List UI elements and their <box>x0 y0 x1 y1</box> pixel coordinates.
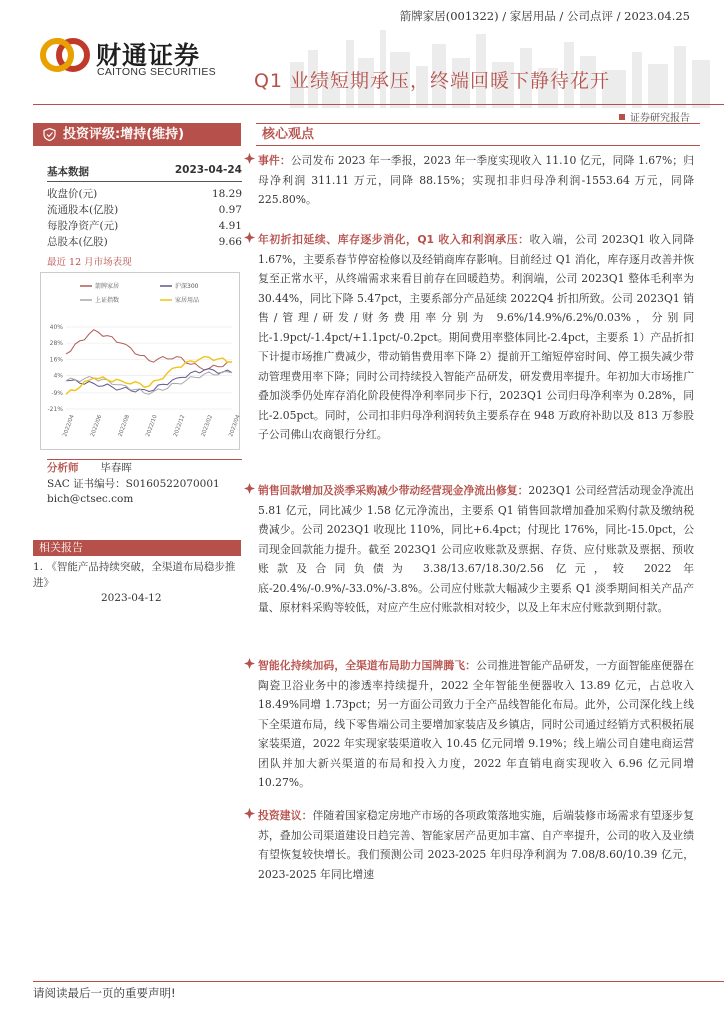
rating-label: 投资评级:增持(维持) <box>63 127 185 142</box>
report-header <box>0 0 724 124</box>
row-value: 9.66 <box>218 236 242 248</box>
row-value: 0.97 <box>218 204 242 216</box>
y-tick-label: 40% <box>49 324 63 331</box>
related-report-title: 1. 《智能产品持续突破，全渠道布局稳步推进》 <box>33 561 236 589</box>
report-headline: Q1 业绩短期承压，终端回暖下静待花开 <box>253 70 611 92</box>
legend-label: 箭牌家居 <box>95 283 120 290</box>
row-label: 每股净资产(元) <box>47 220 119 232</box>
brand-name-en: CAITONG SECURITIES <box>97 66 216 78</box>
skyline-watermark <box>280 22 724 108</box>
x-tick-label: 2022/10 <box>145 414 159 438</box>
analyst-email[interactable]: bich@ctsec.com <box>47 493 134 505</box>
list-item[interactable] <box>33 560 243 607</box>
report-type-label: 证券研究报告 <box>630 113 690 124</box>
sac-number: S0160522070001 <box>125 477 220 490</box>
x-tick-label: 2022/04 <box>62 414 76 438</box>
paragraph-investment-advice <box>258 806 694 884</box>
diamond-bullet-icon <box>244 483 255 494</box>
paragraph-event <box>258 151 694 210</box>
row-value: 18.29 <box>211 188 242 200</box>
investment-rating <box>33 123 241 146</box>
table-row <box>47 234 242 250</box>
y-tick-label: -21% <box>47 406 63 413</box>
paragraph-keyword: 投资建议： <box>258 809 313 822</box>
table-row <box>47 218 242 234</box>
paragraph-text: 收入端，公司 2023Q1 收入同降 1.67%，主要系春节停窑检修以及经销商库存影响。目前经过 Q1 消化，库存逐月改善并恢复至正常水平，从终端需求来看目前存在回暖趋势。利润端，公司 2023Q1 整体毛利率为 30.44%，同比下降 5.47pct，主要系部分产品延续 2022Q4 折扣所致。公司 2023Q1 销售/管理/研发/财务费用率分别为 9.6%/14.9%/6.2%/0.03%，分别同比-1.9pct/-1.4pct/+1.1pct/-0.2pct。期间费用率整体同比-2.4pct，主要系 1）产品折扣下计提市场推广费减少，带动销售费用率下降 2）提前开工缩短停窑时间、停工损失减少带动管理费用率下降；同时公司持续投入智能产品研发，研发费用率提升。年初加大市场推广叠加淡季仍处库存消化阶段使得净利率同步下行，2023Q1 公司归母净利率为 0.28%，同比-2.05pct。同时，公司扣非归母净利润转负主要系存在 948 万政府补助以及 813 万参股子公司佛山农商银行分红。 <box>258 233 694 441</box>
diamond-bullet-icon <box>244 232 255 243</box>
table-row <box>47 202 242 218</box>
sac-row <box>47 477 242 493</box>
analyst-label: 分析师 <box>47 462 79 474</box>
paragraph-revenue-profit <box>258 230 694 445</box>
core-views-title: 核心观点 <box>256 123 700 146</box>
table-row <box>47 186 242 202</box>
legend-label: 上证指数 <box>95 297 120 304</box>
basic-data-header <box>47 164 242 182</box>
x-tick-label: 2022/12 <box>172 414 187 438</box>
analyst-row <box>47 461 242 477</box>
disclaimer-notice[interactable]: 请阅读最后一页的重要声明! <box>33 986 176 1000</box>
sac-label: SAC 证书编号： <box>47 477 126 490</box>
paragraph-keyword: 智能化持续加码，全渠道布局助力国牌腾飞： <box>258 659 477 672</box>
x-tick-label: 2022/08 <box>117 414 132 438</box>
diamond-bullet-icon <box>244 153 255 164</box>
y-tick-label: 4% <box>53 372 63 380</box>
paragraph-smart-channels <box>258 656 694 793</box>
brand-name-cn: 财通证券 <box>96 41 201 70</box>
basic-data-table <box>47 164 242 250</box>
paragraph-keyword: 事件： <box>258 154 291 167</box>
legend-label: 沪深300 <box>175 283 199 290</box>
row-label: 流通股本(亿股) <box>47 204 119 216</box>
y-tick-label: -9% <box>51 389 63 397</box>
paragraph-text: 公司发布 2023 年一季报，2023 年一季度实现收入 11.10 亿元，同降 1.67%；归母净利润 311.11 万元，同降 88.15%；实现扣非归母净利润-1553.64 万元，同降 225.80%。 <box>258 154 694 206</box>
x-tick-label: 2023/02 <box>200 414 215 438</box>
chart-title: 最近 12 月市场表现 <box>47 257 132 268</box>
paragraph-text: 2023Q1 公司经营活动现金净流出 5.81 亿元，同比减少 1.58 亿元净流出，主要系 Q1 销售回款增加叠加采购付款及缴纳税费减少。公司 2023Q1 收现比 110%，同比+6.4pct；付现比 176%，同比-15.0pct，公司现金回款能力提升。截至 2023Q1 公司应收账款及票据、存货、应付账款及票据、预收账款及合同负债为 3.38/13.67/18.30/2.56 亿元，较 2022 年底-20.4%/-0.9%/-33.0%/-3.8%。公司应付账款大幅减少主要系 Q1 淡季期间相关产品产量、原材料采购等较低，对应产生应付账款相对较少，以及上年末应付账款到期付款。 <box>258 484 694 614</box>
x-tick-label: 2022/06 <box>89 414 104 438</box>
paragraph-keyword: 销售回款增加及淡季采购减少带动经营现金净流出修复： <box>258 484 529 497</box>
header-divider <box>33 104 724 105</box>
breadcrumb: 箭牌家居(001322) / 家居用品 / 公司点评 / 2023.04.25 <box>399 9 690 23</box>
market-performance-chart <box>40 272 240 450</box>
paragraph-cashflow <box>258 481 694 618</box>
row-label: 总股本(亿股) <box>47 236 108 248</box>
y-tick-label: 16% <box>49 356 63 364</box>
square-bullet-icon <box>619 114 625 120</box>
paragraph-keyword: 年初折扣延续、库存逐步消化，Q1 收入和利润承压： <box>258 233 530 246</box>
related-reports-list <box>33 560 243 607</box>
row-label: 收盘价(元) <box>47 188 98 200</box>
analyst-info <box>47 459 242 508</box>
paragraph-text: 公司推进智能产品研发，一方面智能座便器在陶瓷卫浴业务中的渗透率持续提升，2022 全年智能坐便器收入 13.89 亿元，占总收入 18.49%同增 1.73pct；另一方面公司致力于全产品线智能化布局。此外，公司深化线上线下全渠道布局，线下零售端公司主要增加家装店及乡镇店，同时公司通过经销方式积极拓展家装渠道，2022 年实现家装渠道收入 10.45 亿元同增 9.19%；线上端公司自建电商运营团队并加大新兴渠道的布局和投入力度，2022 年直销电商实现收入 6.96 亿元同增 10.27%。 <box>258 659 695 789</box>
y-tick-label: 28% <box>49 340 63 348</box>
analyst-name: 毕春晖 <box>100 462 132 474</box>
shield-icon <box>43 128 56 141</box>
report-type <box>619 109 690 124</box>
related-report-date: 2023-04-12 <box>101 592 162 604</box>
paragraph-text: 伴随着国家稳定房地产市场的各项政策落地实施，后端装修市场需求有望逐步复苏，叠加公司渠道建设日趋完善、智能家居产品更加丰富、自产率提升，公司的收入及业绩有望恢复较快增长。我们预测公司 2023-2025 年归母净利润为 7.08/8.60/10.39 亿元，2023-2025 年同比增速 <box>258 809 694 881</box>
basic-data-date: 2023-04-24 <box>174 164 242 176</box>
basic-data-title: 基本数据 <box>47 166 89 178</box>
x-tick-label: 2023/04 <box>228 414 242 438</box>
diamond-bullet-icon <box>244 658 255 669</box>
legend-label: 家居用品 <box>175 297 200 304</box>
diamond-bullet-icon <box>244 808 255 819</box>
row-value: 4.91 <box>218 220 242 232</box>
related-reports-title: 相关报告 <box>33 540 241 556</box>
footer-divider <box>33 981 724 982</box>
